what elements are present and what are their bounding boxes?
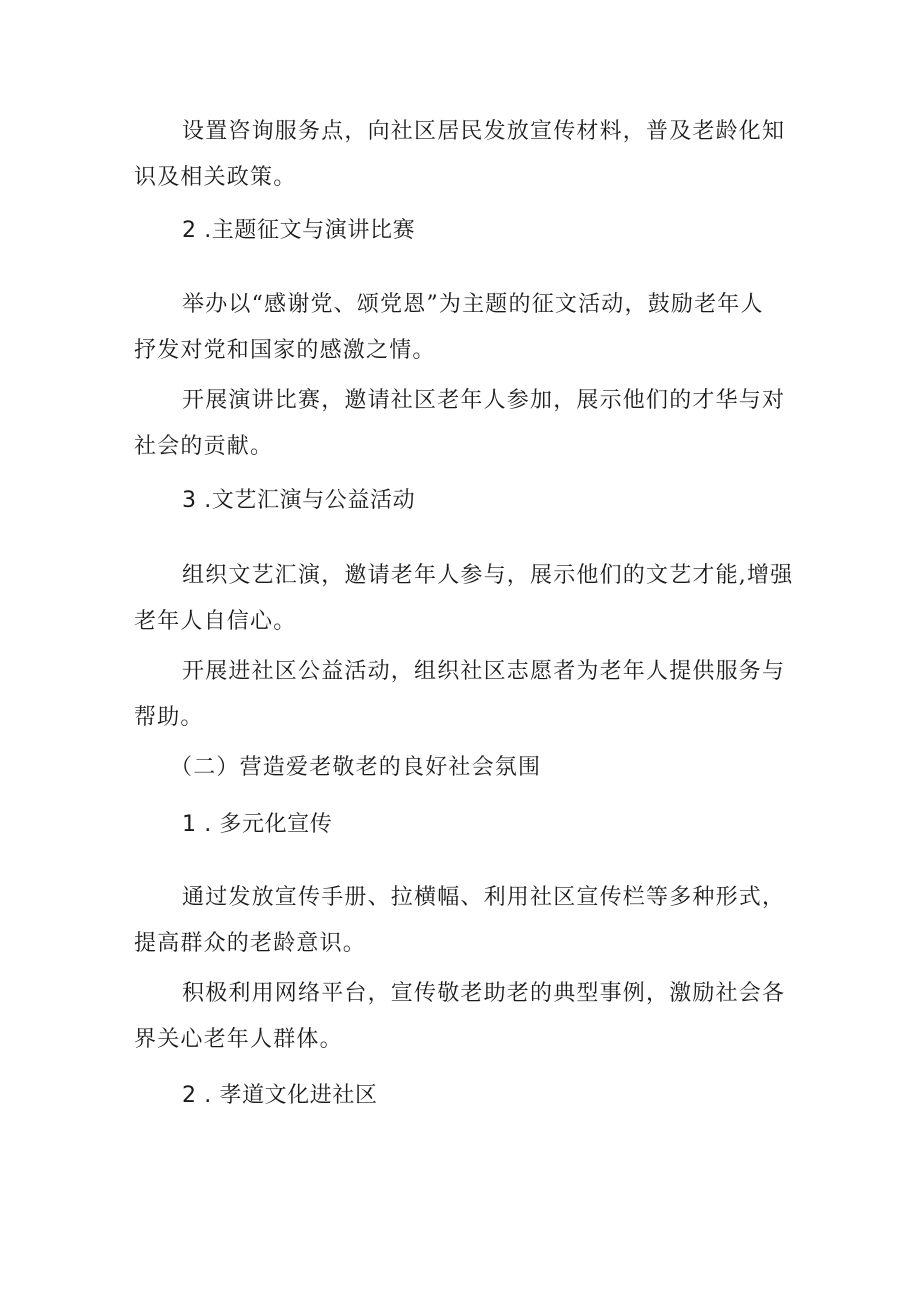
section-heading-essay-speech: 2 .主题征文与演讲比赛 [182, 218, 416, 243]
paragraph-essay-line-1: 举办以“感谢党、颂党恩”为主题的征文活动，鼓励老年人 [182, 292, 764, 317]
paragraph-network-line-1: 积极利用网络平台，宣传敬老助老的典型事例，激励社会各 [182, 981, 786, 1006]
paragraph-charity-line-2: 帮助。 [134, 705, 204, 730]
paragraph-speech-line-1: 开展演讲比赛，邀请社区老年人参加，展示他们的才华与对 [182, 388, 786, 413]
section-heading-diverse-publicity: 1 . 多元化宣传 [182, 812, 333, 837]
paragraph-arts-line-2: 老年人自信心。 [134, 609, 297, 634]
paragraph-publicity-line-1: 通过发放宣传手册、拉横幅、利用社区宣传栏等多种形式， [182, 885, 786, 910]
paragraph-consult-line-2: 识及相关政策。 [134, 165, 297, 190]
paragraph-speech-line-2: 社会的贡献。 [134, 434, 274, 459]
paragraph-publicity-line-2: 提高群众的老龄意识。 [134, 931, 367, 956]
section-heading-filial-culture: 2 . 孝道文化进社区 [182, 1083, 378, 1108]
paragraph-arts-line-1: 组织文艺汇演，邀请老年人参与，展示他们的文艺才能,增强 [182, 563, 794, 588]
chapter-heading-social-atmosphere: （二）营造爱老敬老的良好社会氛围 [170, 755, 542, 780]
paragraph-network-line-2: 界关心老年人群体。 [134, 1027, 343, 1052]
paragraph-consult-line-1: 设置咨询服务点，向社区居民发放宣传材料，普及老龄化知 [182, 119, 786, 144]
section-heading-arts-charity: 3 .文艺汇演与公益活动 [182, 488, 416, 513]
paragraph-essay-line-2: 抒发对党和国家的感激之情。 [134, 338, 436, 363]
paragraph-charity-line-1: 开展进社区公益活动，组织社区志愿者为老年人提供服务与 [182, 659, 786, 684]
